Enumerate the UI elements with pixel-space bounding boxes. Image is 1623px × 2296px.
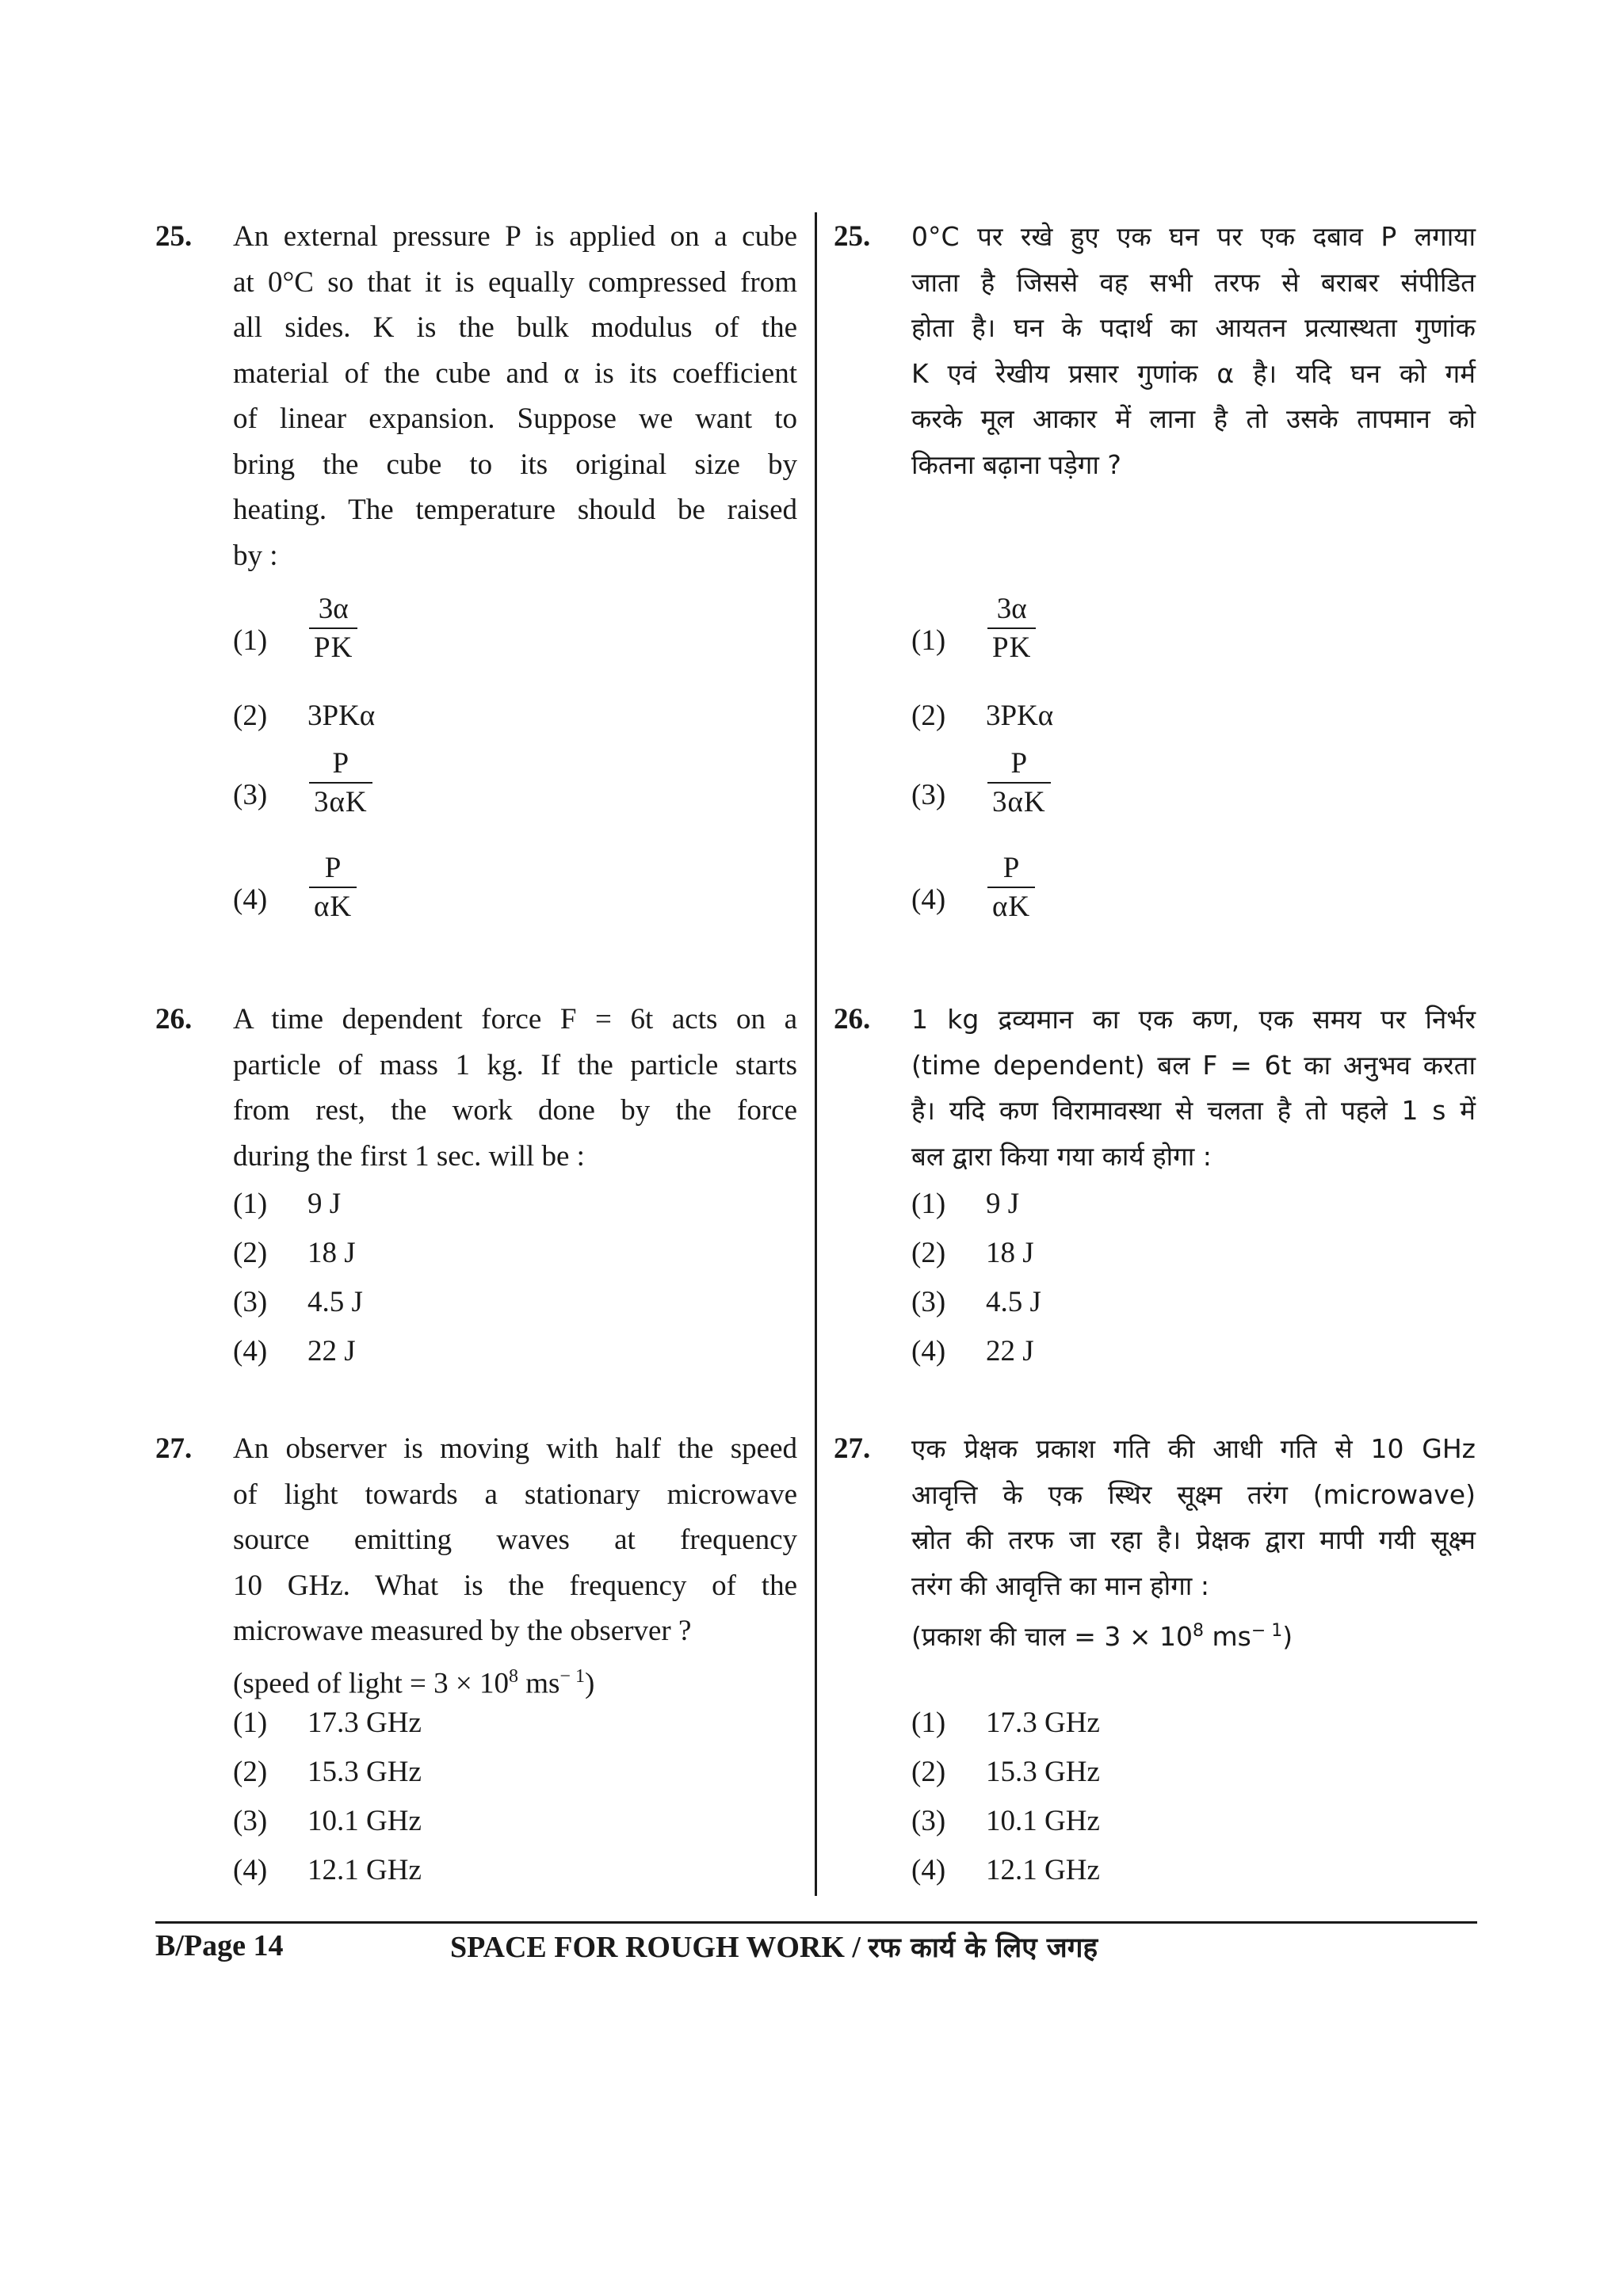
text-line: तरंग की आवृत्ति का मान होगा :: [911, 1569, 1209, 1601]
text-line: होता है। घन के पदार्थ का आयतन प्रत्यास्थता गुणांक: [911, 312, 1476, 343]
text-line: An observer is moving with half the speed: [233, 1432, 797, 1465]
exponent: − 1: [1251, 1621, 1283, 1641]
option-value: 17.3 GHz: [986, 1707, 1100, 1739]
text-line: by :: [233, 539, 278, 572]
option-value: 17.3 GHz: [307, 1707, 422, 1739]
text-line: कितना बढ़ाना पड़ेगा ?: [911, 448, 1121, 480]
footer-rule: [155, 1921, 1477, 1924]
denominator: αK: [314, 891, 353, 923]
text-line: material of the cube and α is its coefficient: [233, 357, 797, 390]
note-close: ): [584, 1666, 595, 1699]
text-line: स्रोत की तरफ जा रहा है। प्रेक्षक द्वारा मापी गयी सूक्ष्म: [911, 1524, 1476, 1555]
rough-work-en: SPACE FOR ROUGH WORK /: [450, 1931, 869, 1964]
option-label: (4): [911, 883, 946, 916]
option-value: 9 J: [986, 1188, 1020, 1220]
option-label: (3): [233, 779, 268, 811]
fraction: [309, 850, 357, 926]
text-line: (time dependent) बल F = 6t का अनुभव करता: [911, 1049, 1476, 1081]
option-value: 12.1 GHz: [986, 1854, 1100, 1886]
option-value: 10.1 GHz: [986, 1805, 1100, 1837]
text-line: all sides. K is the bulk modulus of the: [233, 311, 797, 344]
text-line: heating. The temperature should be raised: [233, 494, 797, 526]
option-label: (2): [233, 1756, 268, 1788]
fraction: [987, 591, 1036, 667]
text-line: K एवं रेखीय प्रसार गुणांक α है। यदि घन को गर्म: [911, 357, 1476, 389]
question-text: [911, 214, 1476, 487]
text-line: आवृत्ति के एक स्थिर सूक्ष्म तरंग (microwave): [911, 1478, 1476, 1510]
text-line: particle of mass 1 kg. If the particle starts: [233, 1048, 797, 1081]
denominator: 3αK: [992, 786, 1046, 818]
note-close: ): [1282, 1621, 1293, 1652]
text-line: करके मूल आकार में लाना है तो उसके तापमान को: [911, 403, 1476, 434]
text-line: microwave measured by the observer ?: [233, 1615, 692, 1647]
text-line: बल द्वारा किया गया कार्य होगा :: [911, 1140, 1212, 1172]
option-label: (4): [233, 1854, 268, 1886]
fraction: [309, 591, 357, 667]
option-label: (1): [233, 1707, 268, 1739]
denominator: PK: [992, 631, 1032, 664]
text-line: at 0°C so that it is equally compressed from: [233, 265, 797, 299]
note-text: (प्रकाश की चाल = 3 × 10: [911, 1621, 1193, 1652]
question-number: 26.: [834, 1003, 871, 1035]
option-value: 22 J: [986, 1335, 1034, 1367]
option-value: 18 J: [307, 1237, 356, 1269]
question-number: 27.: [155, 1432, 193, 1465]
question-text: [911, 1426, 1476, 1660]
text-line: 10 GHz. What is the frequency of the: [233, 1569, 797, 1602]
text-line: from rest, the work done by the force: [233, 1094, 797, 1127]
note-text: (speed of light = 3 × 10: [233, 1666, 509, 1699]
option-value: 4.5 J: [986, 1286, 1041, 1318]
option-label: (4): [911, 1854, 946, 1886]
option-label: (1): [911, 1707, 946, 1739]
option-value: 15.3 GHz: [986, 1756, 1100, 1788]
option-label: (4): [233, 1335, 268, 1367]
question-text: [233, 214, 797, 578]
text-line: of light towards a stationary microwave: [233, 1478, 797, 1511]
option-value: 12.1 GHz: [307, 1854, 422, 1886]
speed-of-light-note: [911, 1608, 1476, 1660]
text-line: during the first 1 sec. will be :: [233, 1139, 585, 1173]
option-label: (2): [911, 1237, 946, 1269]
option-label: (4): [911, 1335, 946, 1367]
numerator: P: [1002, 852, 1020, 884]
option-label: (1): [233, 624, 268, 657]
question-text: [911, 997, 1476, 1179]
page-number: B/Page 14: [155, 1929, 284, 1962]
question-number: 25.: [834, 220, 871, 253]
option-value: 18 J: [986, 1237, 1034, 1269]
note-unit: ms: [1203, 1621, 1251, 1652]
numerator: 3α: [318, 593, 349, 625]
option-value: 9 J: [307, 1188, 342, 1220]
note-unit: ms: [517, 1666, 560, 1699]
text-line: एक प्रेक्षक प्रकाश गति की आधी गति से 10 GHz: [911, 1433, 1476, 1464]
denominator: 3αK: [314, 786, 368, 818]
numerator: P: [332, 747, 349, 780]
question-text: [233, 1426, 797, 1706]
rough-work-label: [450, 1928, 1098, 1966]
denominator: αK: [992, 891, 1031, 923]
option-label: (3): [911, 1805, 946, 1837]
option-label: (2): [233, 1237, 268, 1269]
exponent: − 1: [559, 1665, 585, 1687]
option-value: 3PKα: [986, 700, 1054, 732]
fraction: [987, 746, 1051, 822]
option-label: (3): [233, 1805, 268, 1837]
question-number: 25.: [155, 220, 193, 253]
option-label: (4): [233, 883, 268, 916]
text-line: A time dependent force F = 6t acts on a: [233, 1003, 797, 1035]
option-label: (1): [911, 624, 946, 657]
exponent: 8: [508, 1665, 518, 1687]
option-label: (2): [233, 700, 268, 732]
rough-work-hi: रफ कार्य के लिए जगह: [868, 1932, 1098, 1964]
numerator: P: [324, 852, 342, 884]
option-value: 3PKα: [307, 700, 376, 732]
option-value: 4.5 J: [307, 1286, 363, 1318]
text-line: An external pressure P is applied on a cube: [233, 220, 797, 253]
text-line: 0°C पर रखे हुए एक घन पर एक दबाव P लगाया: [911, 221, 1476, 252]
text-line: जाता है जिससे वह सभी तरफ से बराबर संपीडित: [911, 266, 1476, 298]
question-text: [233, 997, 797, 1179]
text-line: है। यदि कण विरामावस्था से चलता है तो पहले 1 s में: [911, 1095, 1476, 1126]
option-label: (3): [233, 1286, 268, 1318]
option-label: (1): [911, 1188, 946, 1220]
option-label: (1): [233, 1188, 268, 1220]
option-label: (2): [911, 1756, 946, 1788]
text-line: 1 kg द्रव्यमान का एक कण, एक समय पर निर्भर: [911, 1004, 1476, 1035]
text-line: source emitting waves at frequency: [233, 1524, 797, 1556]
option-value: 10.1 GHz: [307, 1805, 422, 1837]
fraction: [309, 746, 372, 822]
question-number: 27.: [834, 1432, 871, 1465]
option-value: 15.3 GHz: [307, 1756, 422, 1788]
column-divider: [815, 212, 817, 1896]
fraction: [987, 850, 1035, 926]
option-label: (3): [911, 1286, 946, 1318]
speed-of-light-note: [233, 1654, 797, 1707]
exponent: 8: [1192, 1621, 1204, 1641]
denominator: PK: [314, 631, 353, 664]
numerator: P: [1010, 747, 1028, 780]
option-label: (2): [911, 700, 946, 732]
option-label: (3): [911, 779, 946, 811]
numerator: 3α: [996, 593, 1027, 625]
text-line: of linear expansion. Suppose we want to: [233, 402, 797, 435]
option-value: 22 J: [307, 1335, 356, 1367]
text-line: bring the cube to its original size by: [233, 448, 797, 481]
question-number: 26.: [155, 1003, 193, 1035]
